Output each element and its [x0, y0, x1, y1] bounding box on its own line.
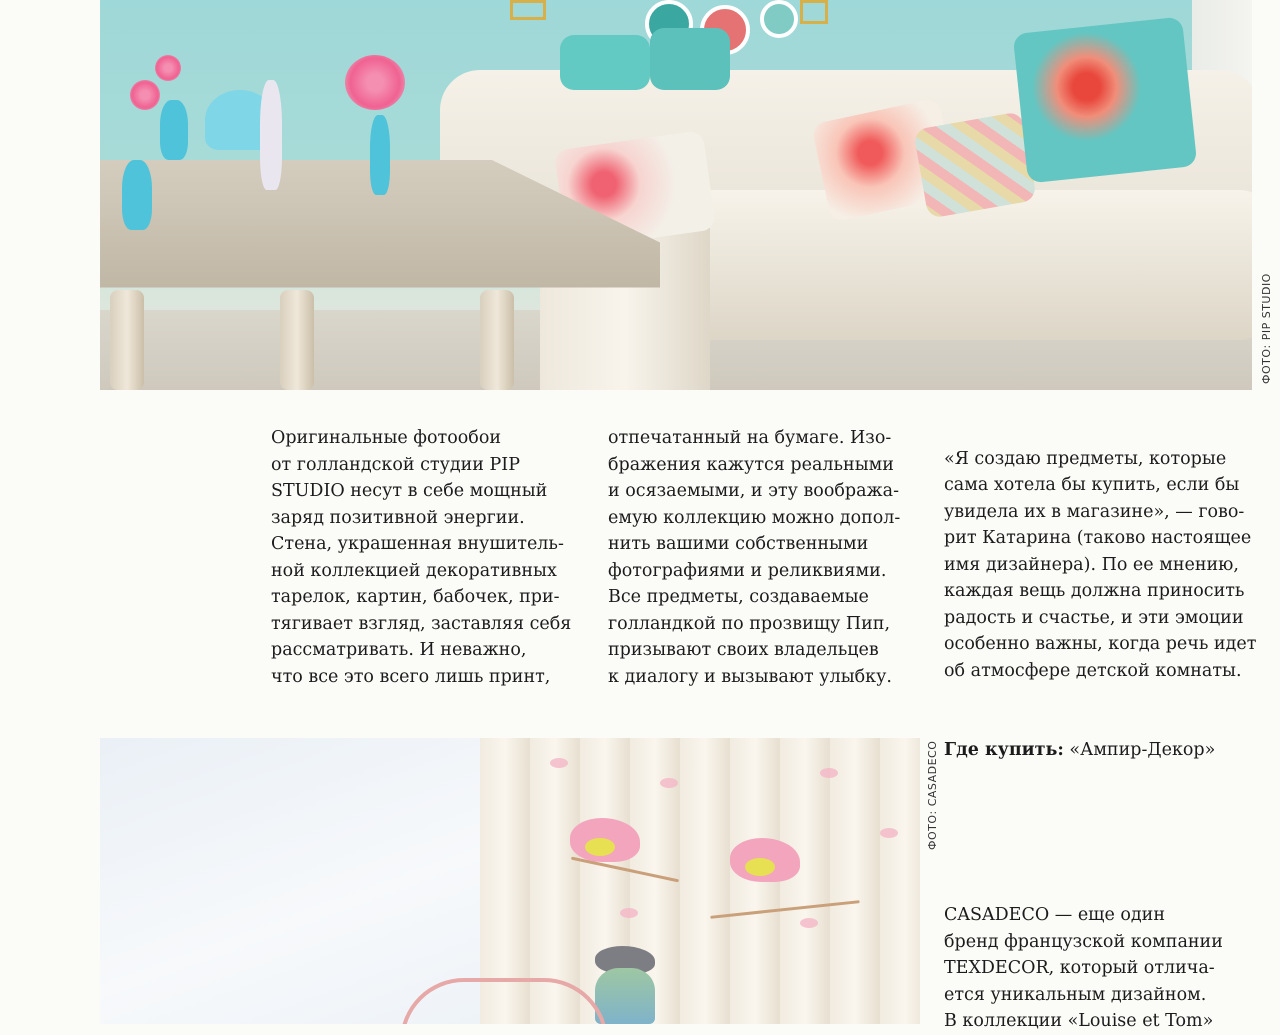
- pillow: [650, 28, 730, 90]
- photo-credit: ФОТО: CASADECO: [926, 740, 939, 850]
- leaf: [660, 778, 678, 788]
- decorative-plate: [760, 0, 798, 38]
- bird-wing: [585, 838, 615, 856]
- article-column-4: CASADECO — еще один бренд французской компании TEXDECOR, который отлича- ется уникальным дизайном. В коллекции «Louise et Tom»: [944, 905, 1223, 1031]
- leaf: [800, 918, 818, 928]
- article-column-3: [944, 419, 1274, 764]
- where-to-buy-label: Где купить:: [944, 740, 1064, 760]
- flower: [130, 80, 160, 110]
- picture-frame: [800, 0, 828, 24]
- pillow: [560, 35, 650, 90]
- picture-frame: [510, 0, 546, 20]
- pillow: [1013, 17, 1198, 184]
- vase: [122, 160, 152, 230]
- figurine: [260, 80, 282, 190]
- article-column-2: отпечатанный на бумаге. Изо- бражения кажутся реальными и осязаемыми, и эту вообража- емую коллекцию можно допол- нить вашими собственными фотографиями и реликвиями. Все предметы, создаваемые голландкой по прозвищу Пип, призывают своих владельцев к диалогу и вызывают улыбку.: [608, 428, 901, 687]
- table-leg: [110, 290, 144, 390]
- vase: [160, 100, 188, 160]
- table-leg: [280, 290, 314, 390]
- window-light: [100, 738, 480, 1024]
- figurine: [595, 968, 655, 1024]
- photo-credit: ФОТО: PIP STUDIO: [1260, 273, 1273, 384]
- photo-curtain: [100, 738, 920, 1024]
- bird-wing: [745, 858, 775, 876]
- where-to-buy-value: «Ампир-Декор»: [1063, 740, 1216, 760]
- leaf: [550, 758, 568, 768]
- leaf: [880, 828, 898, 838]
- flower: [345, 55, 405, 110]
- article-column-1: Оригинальные фотообои от голландской студии PIP STUDIO несут в себе мощный заряд позитивной энергии. Стена, украшенная внушитель- ной коллекцией декоративных тарелок, картин, бабочек, при- тягивает взгляд, заставляя себя рассматривать. И неважно, что все это всего лишь принт,: [271, 428, 572, 687]
- table-leg: [480, 290, 514, 390]
- flower: [155, 55, 181, 81]
- leaf: [820, 768, 838, 778]
- leaf: [620, 908, 638, 918]
- photo-living-room: [100, 0, 1252, 390]
- pillow: [913, 111, 1037, 219]
- article-column-3-text: «Я создаю предметы, которые сама хотела бы купить, если бы увидела их в магазине», — гово- рит Катарина (таково настоящее имя дизайнера). По ее мнению, каждая вещь должна приносить радость и счастье, и эти эмоции особенно важны, когда речь идет об атмосфере детской комнаты.: [944, 448, 1257, 681]
- vase: [370, 115, 390, 195]
